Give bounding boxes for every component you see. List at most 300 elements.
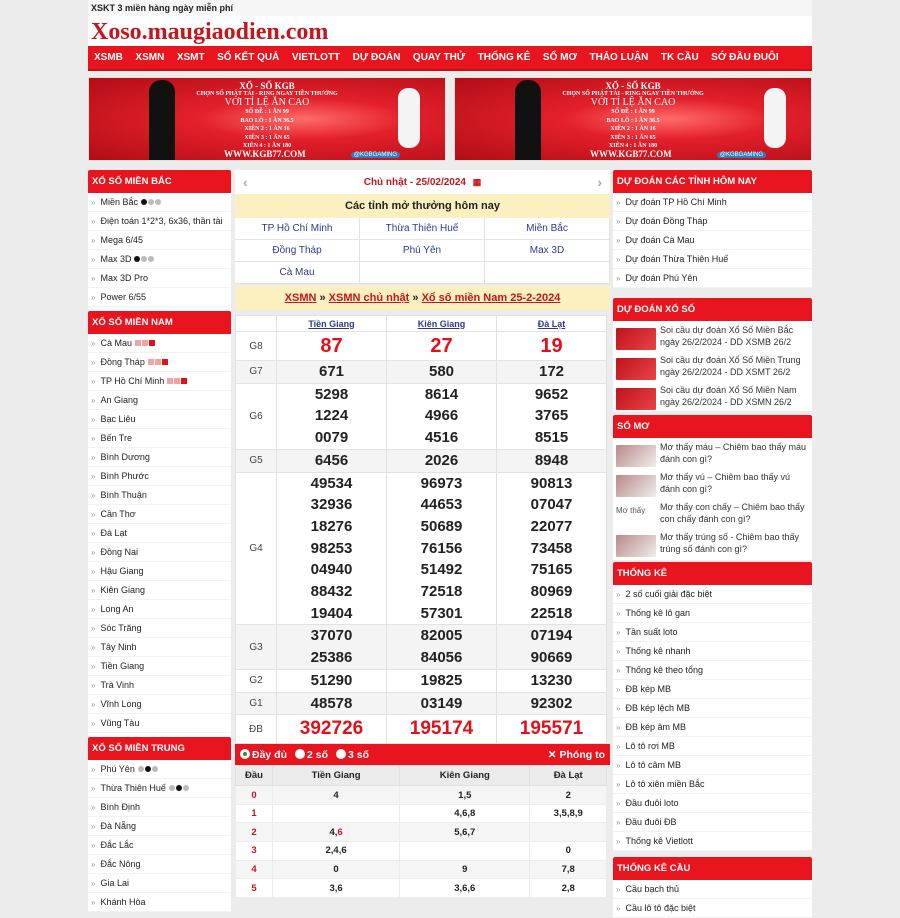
chevron-right-icon: » [91, 822, 96, 831]
chevron-right-icon: » [91, 803, 96, 812]
prize-cell [277, 361, 387, 384]
prize-number: 195174 [409, 718, 474, 740]
prize-number: 6456 [314, 451, 349, 469]
sidebar-link-label: Max 3D [100, 254, 132, 264]
banner-subtitle: CHỌN SỐ PHÁT TÀI - RING NGAY TIỀN THƯỞNG [562, 91, 704, 97]
sidebar-link-label: Cầu lô tô đặc biệt [625, 903, 696, 913]
prize-number: 19404 [310, 604, 353, 622]
status-dots-icon [134, 250, 155, 269]
prize-row [236, 625, 607, 669]
today-province-link[interactable]: Max 3D [485, 240, 610, 262]
breadcrumb-xsmn[interactable]: XSMN [284, 292, 317, 304]
prize-number: 88432 [310, 583, 353, 601]
loto-head-digit: 0 [236, 786, 273, 805]
nav-item[interactable]: QUAY THỬ [412, 52, 466, 63]
option-full[interactable] [240, 749, 287, 761]
status-dots-icon [167, 372, 188, 391]
chevron-right-icon: » [91, 879, 96, 888]
prize-number: 04940 [310, 561, 353, 579]
banner-odds: XIÊN 2 : 1 ĂN 16 [244, 126, 290, 132]
sidebar-link-label: Sóc Trăng [100, 623, 142, 633]
prize-cell [387, 332, 497, 361]
sidebar-link[interactable] [88, 524, 231, 543]
sidebar-link[interactable] [88, 874, 231, 893]
prize-number: 22518 [530, 604, 573, 622]
prize-number: 0079 [314, 429, 349, 447]
sidebar-link[interactable] [88, 619, 231, 638]
prize-number: 172 [538, 363, 565, 380]
display-options-bar [235, 744, 610, 765]
chevron-right-icon: » [91, 510, 96, 519]
sidebar-link-label: Kiên Giang [100, 585, 145, 595]
sidebar-link-label: Bình Phước [100, 471, 149, 481]
sidebar-link[interactable] [613, 699, 812, 718]
prize-number: 96973 [420, 474, 463, 492]
chevron-right-icon: » [91, 548, 96, 557]
sidebar-link[interactable] [88, 288, 231, 307]
prize-cell [497, 383, 607, 449]
chevron-right-icon: » [91, 274, 96, 283]
prize-number: 49534 [310, 474, 353, 492]
sidebar-link-label: Bình Định [100, 802, 140, 812]
breadcrumb-xsmn-sunday[interactable]: XSMN chủ nhật [328, 292, 410, 304]
prize-number: 32936 [310, 496, 353, 514]
chevron-right-icon: » [616, 685, 621, 694]
prize-cell [497, 692, 607, 715]
sidebar-link-label: Thống kê theo tổng [625, 665, 704, 675]
prize-number: 25386 [310, 649, 353, 667]
sidebar-link[interactable] [88, 353, 231, 372]
chevron-right-icon: » [616, 628, 621, 637]
banner-model-image [149, 80, 175, 161]
chevron-right-icon: » [616, 799, 621, 808]
date-label: Chủ nhật - 25/02/2024 [363, 177, 466, 188]
special-tail: 6 [337, 826, 343, 838]
article-link[interactable] [613, 468, 812, 498]
chevron-right-icon: » [616, 837, 621, 846]
prize-number: 1224 [314, 407, 349, 425]
prize-number: 73458 [530, 539, 573, 557]
sidebar-link-label: Cần Thơ [100, 509, 136, 519]
today-province-link[interactable]: Phú Yên [360, 240, 485, 262]
loto-tails: 3,6 [273, 879, 400, 898]
sidebar-link[interactable] [88, 269, 231, 288]
prize-row [236, 383, 607, 449]
nav-item[interactable]: SỔ MƠ [542, 52, 577, 63]
chevron-right-icon: » [91, 586, 96, 595]
article-thumbnail[interactable] [616, 358, 656, 380]
sidebar-link-label: Bạc Liêu [100, 414, 136, 424]
sidebar-link[interactable] [613, 604, 812, 623]
chevron-right-icon: » [91, 415, 96, 424]
sidebar-link-label: Đà Nẵng [100, 821, 136, 831]
sidebar-link-label: 2 số cuối giải đặc biệt [625, 589, 713, 599]
sidebar-link-label: Gia Lai [100, 878, 129, 888]
calendar-icon[interactable]: ▦ [472, 177, 482, 187]
promo-banner[interactable] [454, 77, 812, 161]
prize-number: 19 [540, 335, 563, 357]
sidebar-link[interactable] [613, 775, 812, 794]
nav-item[interactable]: SỔ KẾT QUẢ [217, 52, 280, 63]
sidebar-link-label: Miền Bắc [100, 197, 138, 207]
nav-item[interactable]: TK CẦU [660, 52, 699, 63]
radio-2-digits[interactable] [295, 749, 305, 759]
radio-3-digits[interactable] [336, 749, 346, 759]
sidebar-link[interactable] [613, 585, 812, 604]
date-picker[interactable] [235, 170, 610, 194]
section-header: XỔ SỐ MIỀN BẮC [88, 170, 231, 193]
today-province-link[interactable]: Miền Bắc [485, 218, 610, 240]
prize-label: G1 [236, 692, 277, 715]
article-link[interactable] [613, 498, 812, 528]
loto-tails: 1,5 [400, 786, 530, 805]
sidebar-link[interactable] [613, 269, 812, 288]
sidebar-link[interactable] [88, 581, 231, 600]
sidebar-link[interactable] [613, 642, 812, 661]
sidebar-link[interactable] [88, 676, 231, 695]
banner-odds: XIÊN 2 : 1 ĂN 16 [610, 126, 656, 132]
prize-number: 195571 [519, 718, 584, 740]
nav-item[interactable]: THẢO LUẬN [589, 52, 649, 63]
sidebar-link-label: Long An [100, 604, 134, 614]
prize-number: 75165 [530, 561, 573, 579]
nav-item[interactable]: DỰ ĐOÁN [352, 52, 401, 63]
sidebar-link-label: An Giang [100, 395, 138, 405]
sidebar-link[interactable] [613, 212, 812, 231]
sidebar-link[interactable] [88, 798, 231, 817]
sidebar-link-label: Thống kê nhanh [625, 646, 691, 656]
chevron-right-icon: » [616, 723, 621, 732]
banner-rate: VỚI TỈ LỆ ĂN CAO [224, 97, 310, 108]
sidebar-link-label: Tiền Giang [100, 661, 145, 671]
today-provinces [235, 218, 610, 284]
today-province-link[interactable]: TP Hồ Chí Minh [235, 218, 360, 240]
prize-row [236, 472, 607, 625]
prize-number: 8614 [424, 385, 459, 403]
article-link[interactable] [613, 438, 812, 468]
prize-cell [387, 692, 497, 715]
sidebar-link[interactable] [613, 623, 812, 642]
sidebar-link-label: Trà Vinh [100, 680, 134, 690]
sidebar-link-label: Cầu bạch thủ [625, 884, 679, 894]
article-title: Soi cầu dự đoán Xổ Số Miền Bắc ngày 26/2/2024 - DD XSMB 26/2 [660, 325, 794, 347]
prize-number: 8948 [534, 451, 569, 469]
sidebar-link[interactable] [88, 562, 231, 581]
sidebar-link-label: Tây Ninh [100, 642, 137, 652]
status-dots-icon [148, 353, 169, 372]
sidebar-link-label: Đồng Nai [100, 547, 138, 557]
article-thumbnail[interactable] [616, 535, 656, 557]
sidebar-link[interactable] [88, 410, 231, 429]
chevron-right-icon: » [616, 818, 621, 827]
article-link[interactable] [613, 528, 812, 558]
banner-title: XỔ - SỐ KGB [239, 81, 295, 91]
option-2-digits[interactable] [295, 749, 328, 761]
chevron-right-icon: » [91, 377, 96, 386]
sidebar-link[interactable] [613, 756, 812, 775]
loto-province-header: Đà Lạt [530, 766, 607, 786]
breadcrumb-current[interactable]: Xổ số miền Nam 25-2-2024 [421, 292, 561, 304]
article-title: Mơ thấy vú – Chiêm bao thấy vú đánh con gì? [660, 472, 790, 494]
sidebar-link[interactable] [613, 880, 812, 899]
results-header-row [236, 316, 607, 332]
sidebar-link[interactable] [88, 657, 231, 676]
sidebar-link-label: Bình Thuận [100, 490, 147, 500]
nav-item[interactable]: THỐNG KÊ [477, 52, 531, 63]
prize-number: 90813 [530, 474, 573, 492]
section-header: XỔ SỐ MIỀN TRUNG [88, 737, 231, 760]
chevron-right-icon: » [616, 590, 621, 599]
sidebar-link[interactable] [613, 737, 812, 756]
sidebar-link-label: ĐB kép âm MB [625, 722, 686, 732]
status-dots-icon [135, 334, 156, 353]
section-header: XỔ SỐ MIỀN NAM [88, 311, 231, 334]
loto-row [236, 786, 607, 805]
province-header-link[interactable]: Tiền Giang [277, 316, 387, 332]
article-link[interactable] [613, 351, 812, 381]
banner-odds: SỐ ĐỀ : 1 ĂN 99 [611, 109, 655, 115]
prize-cell [497, 472, 607, 625]
prize-cell [497, 715, 607, 744]
sidebar-link-label: Lô tô xiên miền Bắc [625, 779, 705, 789]
sidebar-link[interactable] [88, 817, 231, 836]
article-link[interactable] [613, 321, 812, 351]
sidebar-link[interactable] [88, 714, 231, 733]
sidebar-link[interactable] [613, 813, 812, 832]
today-province-link[interactable]: Thừa Thiên Huế [360, 218, 485, 240]
sidebar-link-label: Khánh Hòa [100, 897, 146, 907]
loto-head-digit: 2 [236, 823, 273, 842]
prize-number: 44653 [420, 496, 463, 514]
sidebar-link[interactable] [613, 794, 812, 813]
sidebar-link-label: Max 3D Pro [100, 273, 148, 283]
status-dots-icon [138, 760, 159, 779]
option-3-digits[interactable] [336, 749, 369, 761]
option-full-label: Đầy đủ [252, 748, 288, 761]
section-header: DỰ ĐOÁN XỔ SỐ [613, 298, 812, 321]
today-province-link [485, 262, 610, 284]
sidebar-link[interactable] [88, 855, 231, 874]
sidebar-link[interactable] [88, 448, 231, 467]
loto-table [235, 765, 607, 898]
article-title: Mơ thấy máu – Chiêm bao thấy máu đánh con gì? [660, 442, 806, 464]
sidebar-link[interactable] [88, 543, 231, 562]
sidebar-section-thongke [613, 562, 812, 851]
article-link[interactable] [613, 381, 812, 411]
article-thumbnail[interactable] [616, 475, 656, 497]
banner-title: XỔ - SỐ KGB [605, 81, 661, 91]
loto-tails: 4,6 [273, 823, 400, 842]
sidebar-link[interactable] [613, 250, 812, 269]
option-3-label: 3 số [348, 748, 370, 761]
nav-item[interactable]: SỚ ĐẦU ĐUÔI [711, 52, 779, 63]
section-header: DỰ ĐOÁN CÁC TỈNH HÔM NAY [613, 170, 812, 193]
banner-odds: SỐ ĐỀ : 1 ĂN 99 [245, 109, 289, 115]
sidebar-link-label: Vũng Tàu [100, 718, 140, 728]
page [88, 0, 812, 159]
sidebar-link-label: Điện toán 1*2*3, 6x36, thần tài [100, 216, 223, 226]
sidebar-link[interactable] [88, 372, 231, 391]
sidebar-section-xoso [613, 298, 812, 411]
blank-header [236, 316, 277, 332]
chevron-right-icon: » [91, 605, 96, 614]
sidebar-link[interactable] [88, 486, 231, 505]
radio-full[interactable] [240, 749, 250, 759]
chevron-right-icon: » [91, 434, 96, 443]
article-title: Soi cầu dự đoán Xổ Số Miền Nam ngày 26/2/2024 - DD XSMN 26/2 [660, 385, 797, 407]
today-province-link[interactable]: Đồng Tháp [235, 240, 360, 262]
nav-item[interactable]: VIETLOTT [291, 52, 341, 63]
sidebar-link[interactable] [88, 760, 231, 779]
loto-tails: 9 [400, 860, 530, 879]
prize-cell [497, 361, 607, 384]
nav-item[interactable]: XSMB [94, 52, 123, 63]
sidebar-link[interactable] [88, 391, 231, 410]
chevron-right-icon: » [91, 339, 96, 348]
banner-odds: BAO LÔ : 1 ĂN 36.5 [606, 117, 660, 124]
prize-cell [277, 449, 387, 472]
sidebar-link[interactable] [88, 429, 231, 448]
results-table [235, 315, 607, 744]
loto-row [236, 879, 607, 898]
sidebar-link[interactable] [613, 661, 812, 680]
prize-number: 27 [430, 335, 453, 357]
section-header: SỔ MƠ [613, 415, 812, 438]
prize-number: 13230 [530, 671, 573, 689]
sidebar-link[interactable] [88, 695, 231, 714]
loto-tails: 3,6,6 [400, 879, 530, 898]
chevron-right-icon: » [616, 704, 621, 713]
sidebar-link[interactable] [88, 638, 231, 657]
prize-row [236, 669, 607, 692]
sidebar-link[interactable] [613, 899, 812, 918]
sidebar-link[interactable] [88, 193, 231, 212]
sidebar-link-label: Dự đoán TP Hồ Chí Minh [625, 197, 727, 207]
loto-tails [530, 823, 607, 842]
prize-number: 07047 [530, 496, 573, 514]
next-day-icon[interactable]: › [597, 174, 602, 190]
prize-label: ĐB [236, 715, 277, 744]
sidebar-link[interactable] [88, 250, 231, 269]
sidebar-link-label: Đầu đuôi ĐB [625, 817, 677, 827]
banner-telegram: @KGBGAMING [351, 152, 400, 158]
prize-number: 18276 [310, 517, 353, 535]
sidebar-link[interactable] [88, 467, 231, 486]
promo-banner[interactable] [88, 77, 446, 161]
province-header-link[interactable]: Kiên Giang [387, 316, 497, 332]
breadcrumb: XSMN » XSMN chủ nhật » Xổ số miền Nam 25-2-2024 [235, 286, 610, 310]
nav-item[interactable]: XSMT [176, 52, 205, 63]
sidebar-link-label: Bến Tre [100, 433, 132, 443]
chevron-right-icon: » [91, 293, 96, 302]
sidebar-link[interactable] [88, 505, 231, 524]
prize-cell [387, 625, 497, 669]
sidebar-link-label: Power 6/55 [100, 292, 146, 302]
today-province-link[interactable]: Cà Mau [235, 262, 360, 284]
banner-rate: VỚI TỈ LỆ ĂN CAO [590, 97, 676, 108]
chevron-right-icon: » [91, 784, 96, 793]
sidebar-link-label: Dự đoán Đồng Tháp [625, 216, 708, 226]
sidebar-link[interactable] [88, 600, 231, 619]
sidebar-section-dudoan [613, 170, 812, 288]
loto-tails: 7,8 [530, 860, 607, 879]
zoom-button[interactable] [548, 749, 605, 761]
loto-tails [273, 804, 400, 823]
sidebar-link[interactable] [88, 334, 231, 353]
banner-odds: XIÊN 3 : 1 ĂN 65 [610, 134, 656, 141]
article-thumbnail[interactable] [616, 328, 656, 350]
nav-item[interactable]: XSMN [135, 52, 165, 63]
chevron-right-icon: » [616, 904, 621, 913]
banner-odds: BAO LÔ : 1 ĂN 36.5 [240, 117, 294, 124]
prize-number: 76156 [420, 539, 463, 557]
prize-number: 80969 [530, 583, 573, 601]
chevron-right-icon: » [616, 666, 621, 675]
sidebar-link[interactable] [613, 231, 812, 250]
sidebar-link[interactable] [613, 718, 812, 737]
prize-number: 4966 [424, 407, 459, 425]
prize-row [236, 692, 607, 715]
article-thumbnail[interactable]: Mơ thấy [616, 505, 656, 527]
prize-cell [277, 472, 387, 625]
banner-model-image [515, 80, 541, 161]
sidebar-link[interactable] [88, 893, 231, 912]
chevron-right-icon: » [616, 609, 621, 618]
main-content [235, 170, 610, 898]
banner-telegram: @KGBGAMING [717, 152, 766, 158]
sidebar-link[interactable] [613, 680, 812, 699]
chevron-right-icon: » [91, 198, 96, 207]
prev-day-icon[interactable]: ‹ [243, 174, 248, 190]
prize-number: 84056 [420, 649, 463, 667]
sidebar-link[interactable] [613, 832, 812, 851]
sidebar-link[interactable] [613, 193, 812, 212]
site-logo[interactable]: Xoso.maugiaodien.com [88, 16, 812, 46]
prize-number: 37070 [310, 627, 353, 645]
loto-tails: 2,4,6 [273, 842, 400, 861]
loto-tails: 2 [530, 786, 607, 805]
sidebar-link[interactable] [88, 212, 231, 231]
banner-row [88, 77, 812, 161]
chevron-right-icon: » [91, 529, 96, 538]
prize-cell [497, 332, 607, 361]
loto-head-digit: 1 [236, 804, 273, 823]
sidebar-link[interactable] [88, 836, 231, 855]
today-province-link [360, 262, 485, 284]
province-header-link[interactable]: Đà Lạt [497, 316, 607, 332]
chevron-right-icon: » [616, 647, 621, 656]
article-thumbnail[interactable] [616, 388, 656, 410]
chevron-right-icon: » [91, 396, 96, 405]
chevron-right-icon: » [91, 662, 96, 671]
prize-number: 03149 [420, 694, 463, 712]
article-thumbnail[interactable] [616, 445, 656, 467]
prize-cell [387, 449, 497, 472]
sidebar-link[interactable] [88, 231, 231, 250]
sidebar-link[interactable] [88, 779, 231, 798]
loto-row [236, 823, 607, 842]
sidebar-link-label: Mega 6/45 [100, 235, 143, 245]
loto-head-digit: 3 [236, 842, 273, 861]
prize-label: G7 [236, 361, 277, 384]
banner-odds: XIÊN 4 : 1 ĂN 180 [242, 143, 292, 149]
loto-head-digit: 4 [236, 860, 273, 879]
prize-label: G6 [236, 383, 277, 449]
sidebar-section-nam [88, 311, 231, 733]
main-nav [88, 46, 812, 71]
prize-number: 90669 [530, 649, 573, 667]
sidebar-link-label: Đồng Tháp [100, 357, 145, 367]
